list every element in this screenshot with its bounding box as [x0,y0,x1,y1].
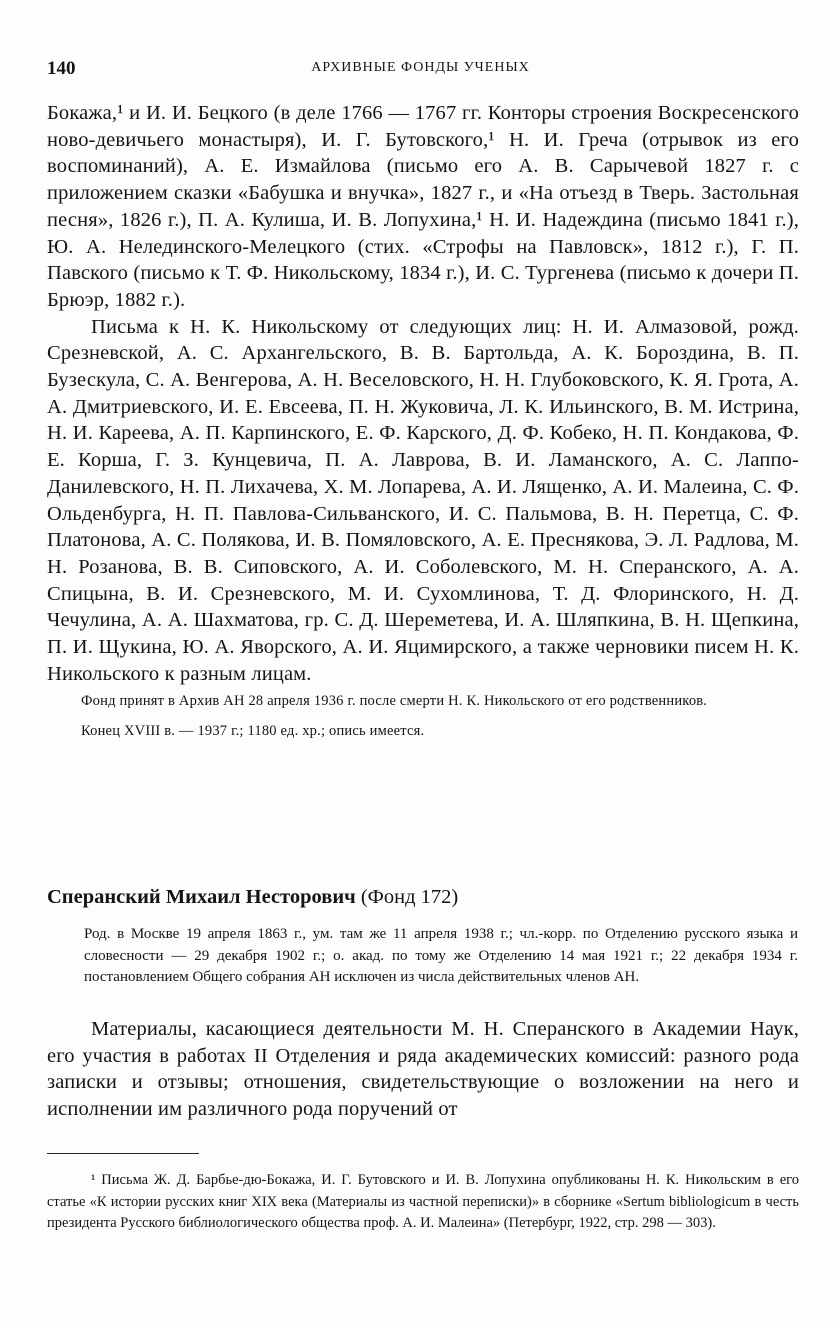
biography-note: Род. в Москве 19 апреля 1863 г., ум. там же 11 апреля 1938 г.; чл.-корр. по Отделению русского языка и словесности — 29 декабря 1902 г.; о. акад. по тому же Отделению 14 мая 1921 г.; 22 декабря 1934 г. постановлением Общего собрания АН исключен из числа действительных членов АН. [84,926,798,985]
paragraph-fond-contents: Бокажа,¹ и И. И. Бецкого (в деле 1766 — 1767 гг. Конторы строения Воскресенского ново-девичьего монастыря), И. Г. Бутовского,¹ Н. И. Греча (отрывок из его воспоминаний), А. Е. Измайлова (письмо его А. В. Сарычевой 1827 г. с приложением сказки «Бабушка и внучка», 1827 г., и «На отъезд в Тверь. Застольная песня», 1826 г.), П. А. Кулиша, И. В. Лопухина,¹ Н. И. Надеждина (письмо 1841 г.), Ю. А. Нелединского-Мелецкого (стих. «Строфы на Павловск», 1812 г.), Г. П. Павского (письмо к Т. Ф. Никольскому, 1834 г.), И. С. Тургенева (письмо к дочери П. Брюэр, 1882 г.). [47,102,799,311]
note-fond-accession: Фонд принят в Архив АН 28 апреля 1936 г. после смерти Н. К. Никольского от его родственников. [81,693,708,710]
footnote: ¹ Письма Ж. Д. Барбье-дю-Бокажа, И. Г. Бутовского и И. В. Лопухина опубликованы Н. К. Никольским в его статье «К истории русских книг XIX века (Материалы из частной переписки)» в сборнике «Sertum bibliologicum в честь президента Русского библиологического общества проф. А. И. Малеина» (Петербург, 1922, стр. 298 — 303). [47,1172,799,1231]
page-number: 140 [47,58,76,79]
body-text [47,100,799,742]
section-heading [47,886,458,909]
page-header [47,58,794,82]
note-fond-extent: Конец XVIII в. — 1937 г.; 1180 ед. хр.; опись имеется. [81,722,425,739]
paragraph-letters-list: Письма к Н. К. Никольскому от следующих лиц: Н. И. Алмазовой, рожд. Срезневской, А. С. Архангельского, В. В. Бартольда, А. К. Бороздина, В. П. Бузескула, С. А. Венгерова, А. Н. Веселовского, Н. Н. Глубоковского, К. Я. Грота, А. А. Дмитриевского, И. Е. Евсеева, П. Н. Жуковича, Л. К. Ильинского, В. М. Истрина, Н. И. Кареева, А. П. Карпинского, Е. Ф. Карского, Д. Ф. Кобеко, Н. П. Кондакова, Ф. Е. Корша, Г. З. Кунцевича, П. А. Лаврова, В. И. Ламанского, А. С. Лаппо-Данилевского, Н. П. Лихачева, Х. М. Лопарева, А. И. Лященко, А. И. Малеина, С. Ф. Ольденбурга, Н. П. Павлова-Сильванского, И. С. Пальмова, В. Н. Перетца, С. Ф. Платонова, А. С. Полякова, И. В. Помяловского, А. Е. Преснякова, Э. Л. Радлова, М. Н. Розанова, В. В. Сиповского, А. И. Соболевского, М. Н. Сперанского, А. А. Спицына, В. И. Срезневского, М. И. Сухомлинова, Т. Д. Флоринского, Н. Д. Чечулина, А. А. Шахматова, гр. С. Д. Шереметева, И. А. Шляпкина, В. Н. Щепкина, П. И. Щукина, Ю. А. Яворского, А. И. Яцимирского, а также черновики писем Н. К. Никольского к разным лицам. [47,315,799,685]
footnote-rule [47,1153,199,1154]
running-head: АРХИВНЫЕ ФОНДЫ УЧЕНЫХ [311,60,530,75]
section-body [47,1016,799,1123]
heading-fond-number: (Фонд 172) [360,886,459,908]
paragraph-speransky-materials: Материалы, касающиеся деятельности М. Н. Сперанского в Академии Наук, его участия в работах II Отделения и ряда академических комиссий: разного рода записки и отзывы; отношения, свидетельствующие о возложении на него и исполнении им различного рода поручений от [47,1018,799,1121]
heading-scholar-name: Сперанский Михаил Несторович [47,886,356,908]
